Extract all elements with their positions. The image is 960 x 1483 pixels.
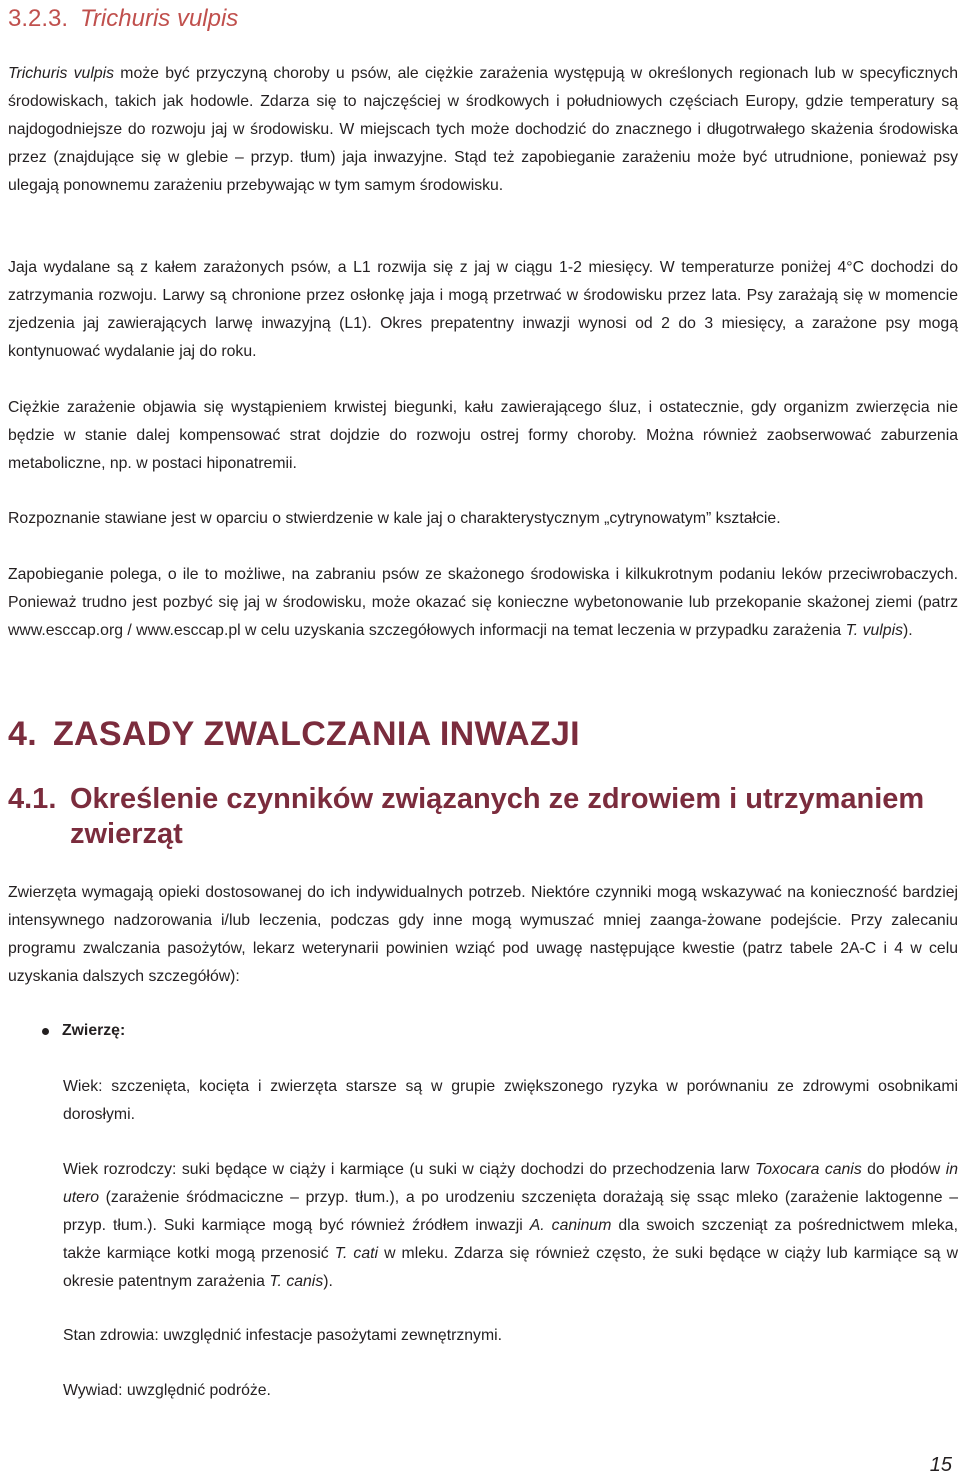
- section-intro-paragraph: Zwierzęta wymagają opieki dostosowanej do ich indywidualnych potrzeb. Niektóre czynniki mogą wskazywać na konieczność bardziej intensywnego nadzorowania i/lub leczenia, podczas gdy inne mogą wymuszać mniej zaanga-żowane podejście. Przy zalecaniu programu zwalczania pasożytów, lekarz weterynarii powinien wziąć pod uwagę następujące kwestie (patrz tabele 2A-C i 4 w celu uzyskania dalszych szczegółów):: [8, 884, 958, 985]
- history-item: Wywiad: uwzględnić podróże.: [63, 1382, 271, 1399]
- reproductive-age-item: Wiek rozrodczy: suki będące w ciąży i karmiące (u suki w ciąży dochodzi do przechodzenia larw Toxocara canis do płodów in utero (zarażenie śródmaciczne – przyp. tłum.), a po urodzeniu szczenięta dorażają się ssąc mleko (zarażenie laktogenne – przyp. tłum.). Suki karmiące mogą być również źródłem inwazji A. caninum dla swoich szczeniąt za pośrednictwem mleka, także karmiące kotki mogą przenosić T. cati w mleku. Zdarza się również często, że suki będące w ciąży lub karmiące są w okresie patentnym zarażenia T. canis).: [63, 1161, 959, 1290]
- health-status-item: Stan zdrowia: uwzględnić infestacje pasożytami zewnętrznymi.: [63, 1327, 502, 1344]
- chapter-heading: [8, 713, 948, 755]
- prevention-paragraph: Zapobieganie polega, o ile to możliwe, na zabraniu psów ze skażonego środowiska i kilkukrotnym podaniu leków przeciwrobaczych. Ponieważ trudno jest pozbyć się jaj w środowisku, może okazać się konieczne wybetonowanie lub przekopanie skażonej ziemi (patrz www.esccap.org / www.esccap.pl w celu uzyskania szczegółowych informacji na temat leczenia w przypadku zarażenia T. vulpis).: [8, 566, 958, 639]
- symptoms-paragraph: Ciężkie zarażenie objawia się wystąpieniem krwistej biegunki, kału zawierającego śluz, i ostatecznie, gdy organizm zwierzęcia nie będzie w stanie dalej kompensować strat dojdzie do rozwoju ostrej formy choroby. Można również zaobserwować zaburzenia metaboliczne, np. w postaci hiponatremii.: [8, 399, 958, 472]
- bullet-dot-icon: [42, 1028, 49, 1035]
- subsection-number: 3.2.3.: [8, 5, 69, 32]
- subsection-heading: [8, 4, 948, 34]
- section-heading: [8, 782, 948, 852]
- trichuris-intro-paragraph: Trichuris vulpis może być przyczyną choroby u psów, ale ciężkie zarażenia występują w określonych regionach lub w specyficznych środowiskach, takich jak hodowle. Zdarza się to najczęściej w środkowych i południowych częściach Europy, gdzie temperatury są najdogodniejsze do rozwoju jaj w środowisku. W miejscach tych może dochodzić do znacznego i długotrwałego skażenia środowiska przez (znajdujące się w glebie – przyp. tłum) jaja inwazyjne. Stąd też zapobieganie zarażeniu może być utrudnione, ponieważ psy ulegają ponownemu zarażeniu przebywając w tym samym środowisku.: [8, 65, 958, 194]
- section-title: Określenie czynników związanych ze zdrowiem i utrzymaniem zwierząt: [70, 783, 925, 850]
- section-number: 4.1.: [8, 783, 57, 815]
- page-number: 15: [929, 1454, 952, 1476]
- age-item: Wiek: szczenięta, kocięta i zwierzęta starsze są w grupie zwiększonego ryzyka w porównaniu ze zdrowymi osobnikami dorosłymi.: [63, 1078, 958, 1123]
- species-name: Trichuris vulpis: [8, 65, 115, 82]
- bullet-label: Zwierzę:: [62, 1022, 126, 1039]
- chapter-number: 4.: [8, 715, 37, 753]
- lifecycle-paragraph: Jaja wydalane są z kałem zarażonych psów, a L1 rozwija się z jaj w ciągu 1-2 miesięcy. W temperaturze poniżej 4°C dochodzi do zatrzymania rozwoju. Larwy są chronione przez osłonkę jaja i mogą przetrwać w środowisku przez lata. Psy zarażają się w momencie zjedzenia jaj zawierających larwę inwazyjną (L1). Okres prepatentny inwazji wynosi od 2 do 3 miesięcy, a zarażone psy mogą kontynuować wydalanie jaj do roku.: [8, 259, 958, 360]
- subsection-title: Trichuris vulpis: [80, 5, 239, 32]
- diagnosis-paragraph: Rozpoznanie stawiane jest w oparciu o stwierdzenie w kale jaj o charakterystycznym „cytrynowatym” kształcie.: [8, 510, 781, 527]
- chapter-title: ZASADY ZWALCZANIA INWAZJI: [52, 715, 580, 753]
